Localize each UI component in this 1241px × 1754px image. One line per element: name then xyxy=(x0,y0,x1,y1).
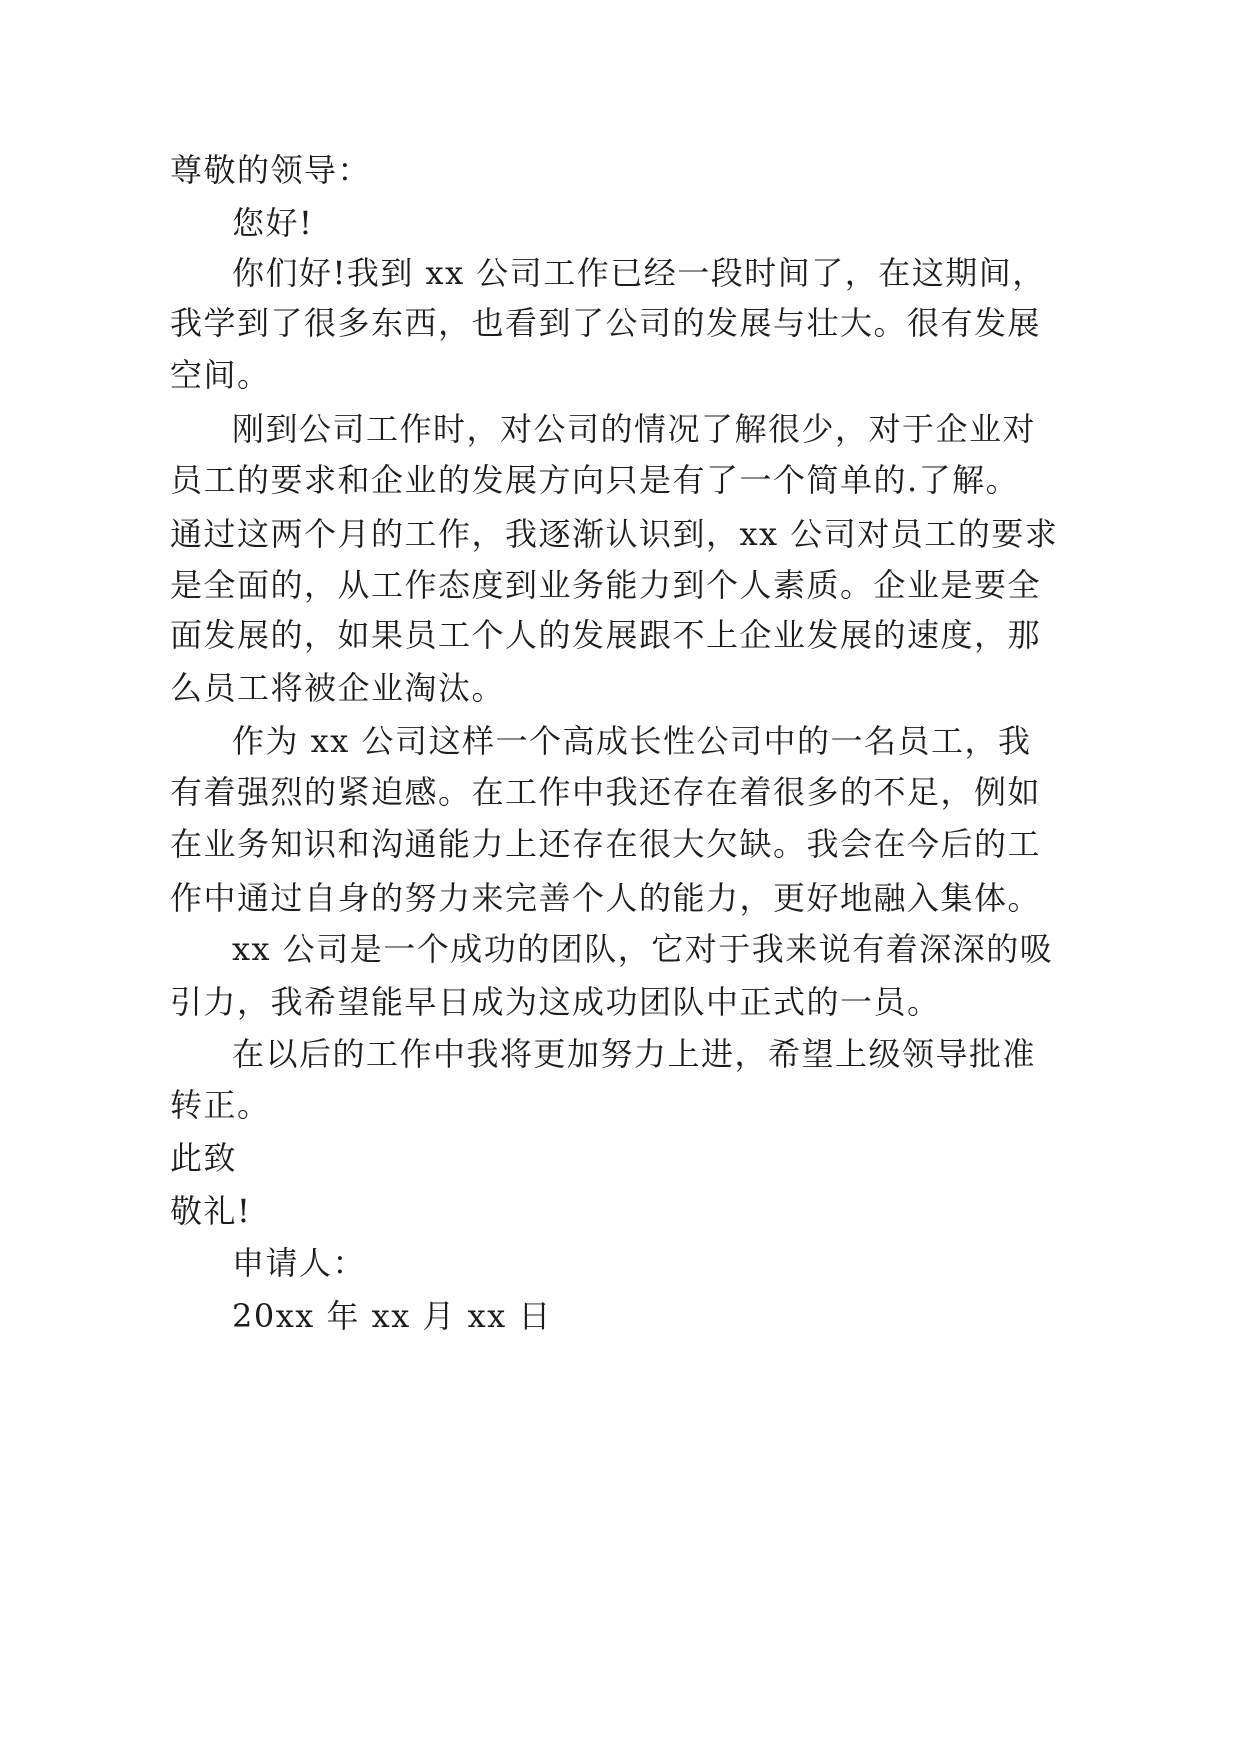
paragraph-1-line-1: 你们好!我到 xx 公司工作已经一段时间了，在这期间， xyxy=(232,254,1046,292)
greeting: 您好! xyxy=(232,204,314,242)
paragraph-3-line-3: 在业务知识和沟通能力上还存在很大欠缺。我会在今后的工 xyxy=(170,825,1042,863)
paragraph-3-line-4: 作中通过自身的努力来完善个人的能力，更好地融入集体。 xyxy=(170,879,1042,917)
paragraph-1-line-3: 空间。 xyxy=(170,356,271,394)
date-line: 20xx 年 xx 月 xx 日 xyxy=(232,1297,552,1335)
paragraph-4-line-1: xx 公司是一个成功的团队，它对于我来说有着深深的吸 xyxy=(232,930,1054,968)
paragraph-2-line-2: 员工的要求和企业的发展方向只是有了一个简单的.了解。 xyxy=(170,461,1020,499)
paragraph-2-line-4: 是全面的，从工作态度到业务能力到个人素质。企业是要全 xyxy=(170,566,1042,604)
paragraph-2-line-5: 面发展的，如果员工个人的发展跟不上企业发展的速度，那 xyxy=(170,616,1042,654)
paragraph-1-line-2: 我学到了很多东西，也看到了公司的发展与壮大。很有发展 xyxy=(170,304,1042,342)
closing-line-1: 此致 xyxy=(170,1139,238,1177)
paragraph-5-line-1: 在以后的工作中我将更加努力上进，希望上级领导批准 xyxy=(232,1035,1037,1073)
salutation: 尊敬的领导： xyxy=(170,151,372,189)
paragraph-2-line-6: 么员工将被企业淘汰。 xyxy=(170,669,506,707)
closing-line-2: 敬礼! xyxy=(170,1192,252,1230)
applicant-label: 申请人： xyxy=(232,1244,367,1282)
paragraph-2-line-1: 刚到公司工作时，对公司的情况了解很少，对于企业对 xyxy=(232,410,1037,448)
paragraph-3-line-2: 有着强烈的紧迫感。在工作中我还存在着很多的不足，例如 xyxy=(170,773,1042,811)
paragraph-2-line-3: 通过这两个月的工作，我逐渐认识到，xx 公司对员工的要求 xyxy=(170,515,1059,553)
paragraph-5-line-2: 转正。 xyxy=(170,1086,271,1124)
paragraph-3-line-1: 作为 xx 公司这样一个高成长性公司中的一名员工，我 xyxy=(232,722,1032,760)
paragraph-4-line-2: 引力，我希望能早日成为这成功团队中正式的一员。 xyxy=(170,983,941,1021)
